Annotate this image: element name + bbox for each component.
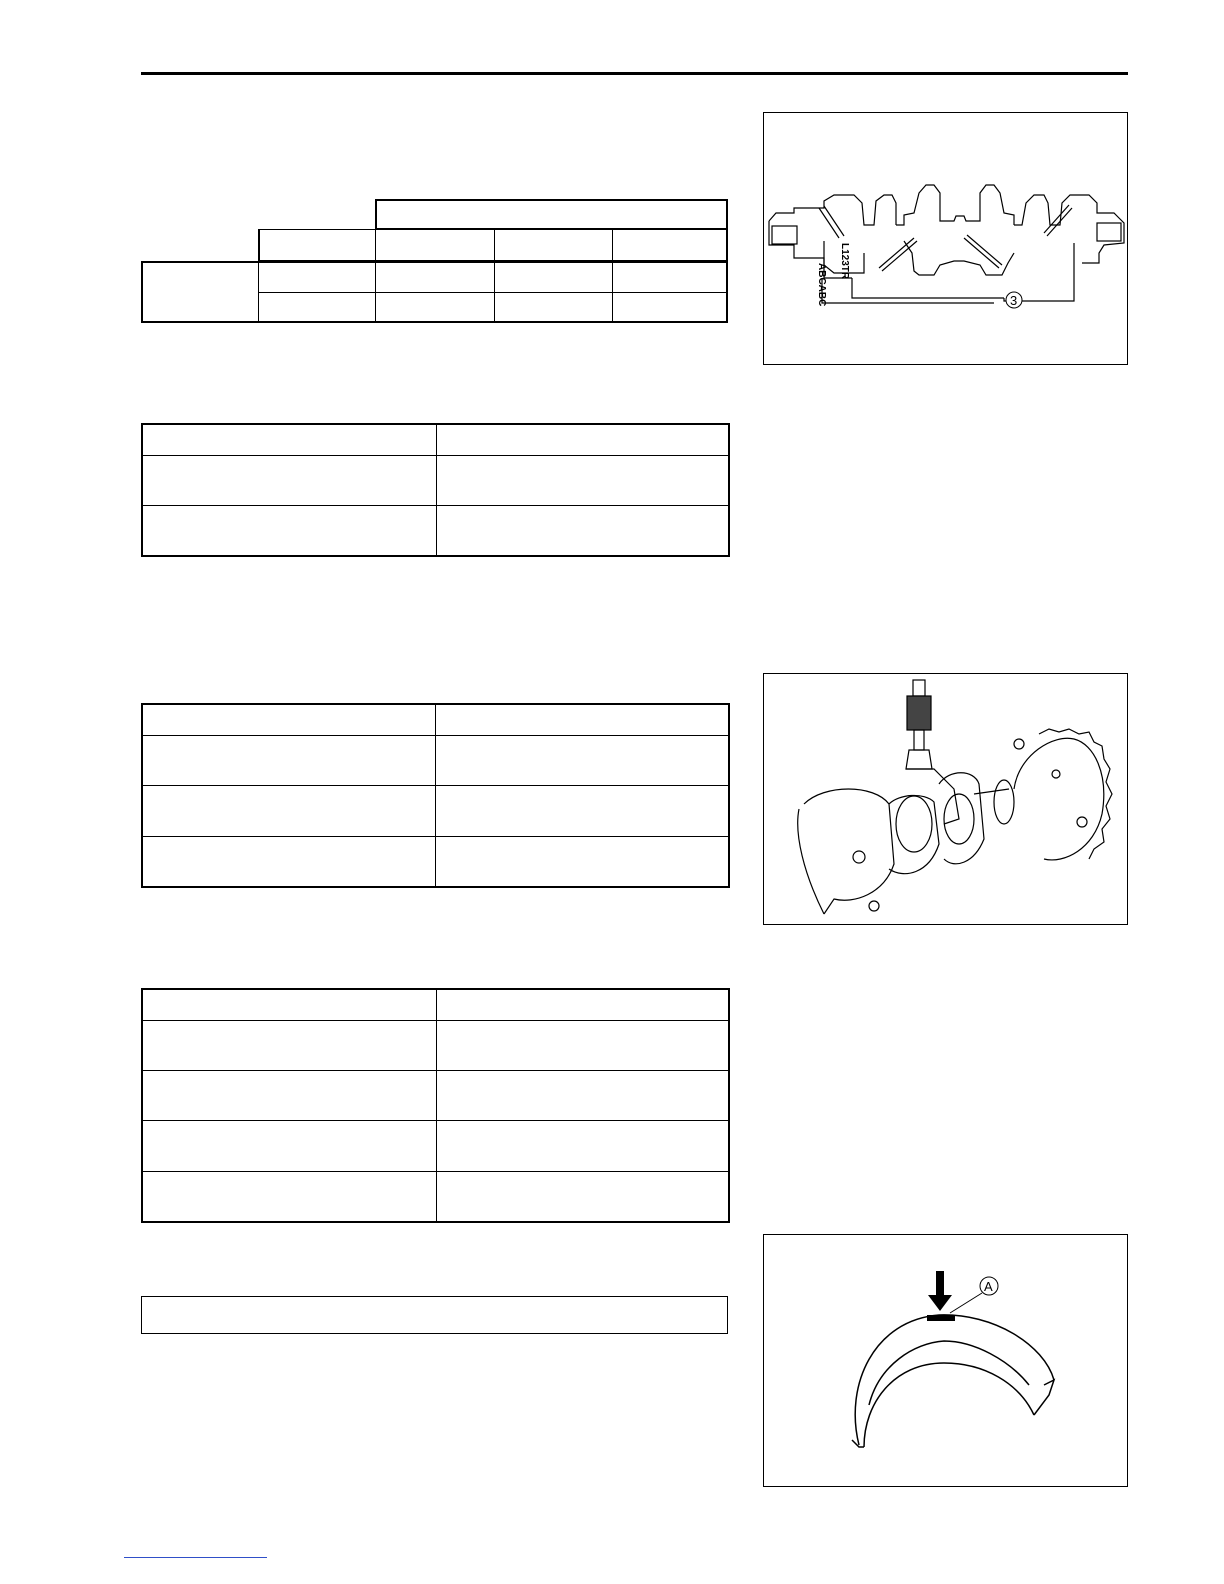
matrix-row-divider: [258, 292, 728, 293]
spec-table-3: [141, 703, 730, 888]
table-row: [142, 989, 729, 1020]
footer-link-underline[interactable]: [124, 1557, 267, 1558]
callout-3: 3: [1010, 293, 1018, 308]
spec-table-2: [141, 423, 730, 557]
header-rule: [141, 72, 1128, 75]
table-row: [142, 505, 729, 556]
table-row: [142, 836, 729, 887]
table-row: [142, 735, 729, 785]
callout-a: A: [984, 1279, 993, 1294]
matrix-header-cell: [375, 199, 728, 229]
micrometer-figure: [763, 673, 1128, 925]
table-row: [142, 1120, 729, 1171]
micrometer-drawing: [764, 674, 1129, 926]
matrix-subheader-row: [258, 229, 728, 261]
journal-marks-right: L123TR: [839, 243, 850, 280]
bearing-figure: [763, 1234, 1128, 1487]
bearing-drawing: [764, 1235, 1129, 1488]
note-box: [141, 1296, 728, 1334]
crankshaft-drawing: [764, 113, 1129, 366]
spec-table-4: [141, 988, 730, 1223]
table-row: [142, 1171, 729, 1222]
journal-marks-left: ABCABC: [816, 263, 827, 307]
crankshaft-diagram-figure: [763, 112, 1128, 365]
table-row: [142, 1070, 729, 1120]
table-row: [142, 455, 729, 505]
table-row: [142, 1020, 729, 1070]
table-row: [142, 785, 729, 836]
table-row: [142, 704, 729, 735]
table-row: [142, 424, 729, 455]
